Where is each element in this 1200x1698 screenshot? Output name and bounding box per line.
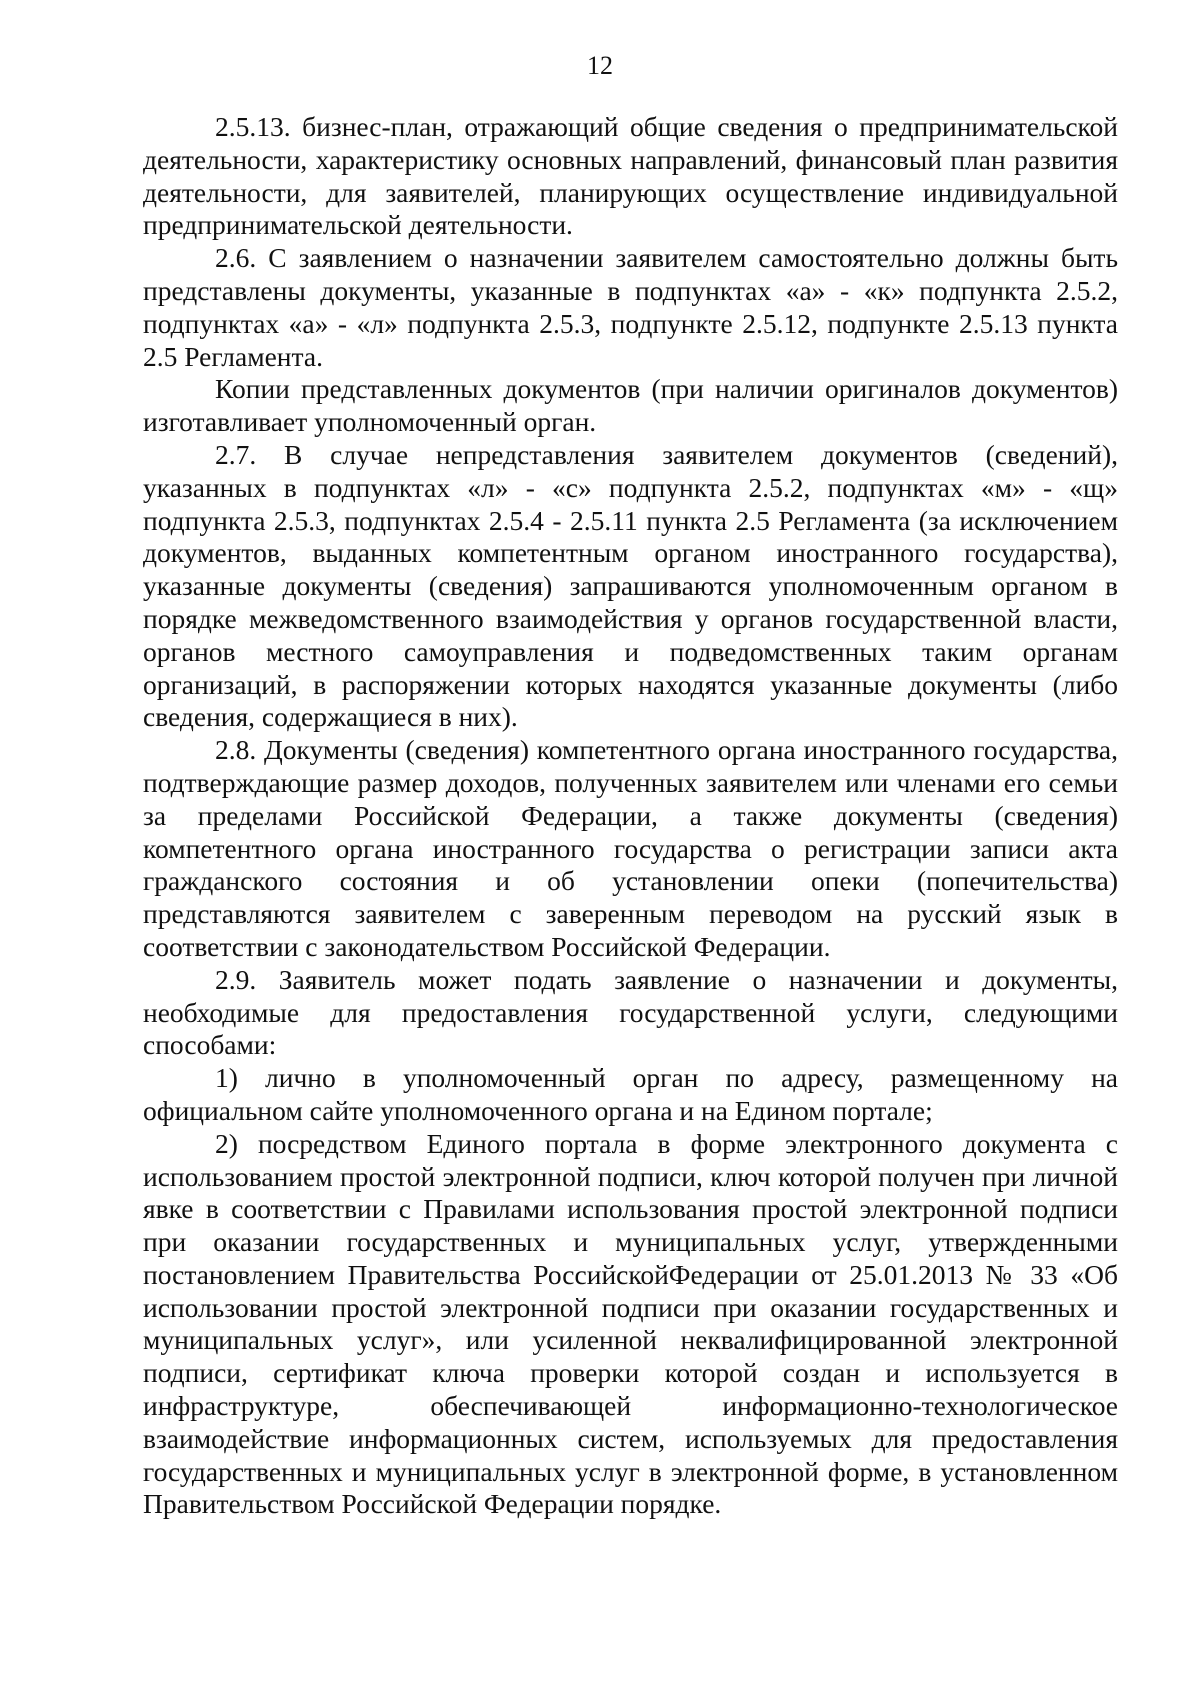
paragraph-copies: Копии представленных документов (при наличии оригиналов документов) изготавливает уполномоченный орган. [143,373,1118,438]
document-body [143,111,1118,1521]
paragraph-2-8: 2.8. Документы (сведения) компетентного органа иностранного государства, подтверждающие размер доходов, полученных заявителем или членами его семьи за пределами Российской Федерации, а также документы (сведения) компетентного органа иностранного государства о регистрации записи акта гражданского состояния и об установлении опеки (попечительства) представляются заявителем с заверенным переводом на русский язык в соответствии с законодательством Российской Федерации. [143,734,1118,962]
paragraph-2-9: 2.9. Заявитель может подать заявление о назначении и документы, необходимые для предоставления государственной услуги, следующими способами: [143,963,1118,1061]
list-item-1: 1) лично в уполномоченный орган по адресу, размещенному на официальном сайте уполномоченного органа и на Едином портале; [143,1062,1118,1126]
list-item-2: 2) посредством Единого портала в форме электронного документа с использованием простой электронной подписи, ключ которой получен при личной явке в соответствии с Правилами использования простой электронной подписи при оказании государственных и муниципальных услуг, утвержденными постановлением Правительства РоссийскойФедерации от 25.01.2013 № 33 «Об использовании простой электронной подписи при оказании государственных и муниципальных услуг», или усиленной неквалифицированной электронной подписи, сертификат ключа проверки которой создан и используется в инфраструктуре, обеспечивающей информационно-технологическое взаимодействие информационных систем, используемых для предоставления государственных и муниципальных услуг в электронной форме, в установленном Правительством Российской Федерации порядке. [143,1127,1118,1520]
paragraph-2-5-13: 2.5.13. бизнес-план, отражающий общие сведения о предпринимательской деятельности, характеристику основных направлений, финансовый план развития деятельности, для заявителей, планирующих осуществление индивидуальной предпринимательской деятельности. [143,111,1118,241]
paragraph-2-6: 2.6. С заявлением о назначении заявителем самостоятельно должны быть представлены документы, указанные в подпунктах «а» - «к» подпункта 2.5.2, подпунктах «а» - «л» подпункта 2.5.3, подпункте 2.5.12, подпункте 2.5.13 пункта 2.5 Регламента. [143,242,1118,372]
page-number: 12 [587,51,613,80]
paragraph-2-7: 2.7. В случае непредставления заявителем документов (сведений), указанных в подпунктах «л» - «с» подпункта 2.5.2, подпунктах «м» - «щ» подпункта 2.5.3, подпунктах 2.5.4 - 2.5.11 пункта 2.5 Регламента (за исключением документов, выданных компетентным органом иностранного государства), указанные документы (сведения) запрашиваются уполномоченным органом в порядке межведомственного взаимодействия у органов государственной власти, органов местного самоуправления и подведомственных таким органам организаций, в распоряжении которых находятся указанные документы (либо сведения, содержащиеся в них). [143,438,1118,733]
